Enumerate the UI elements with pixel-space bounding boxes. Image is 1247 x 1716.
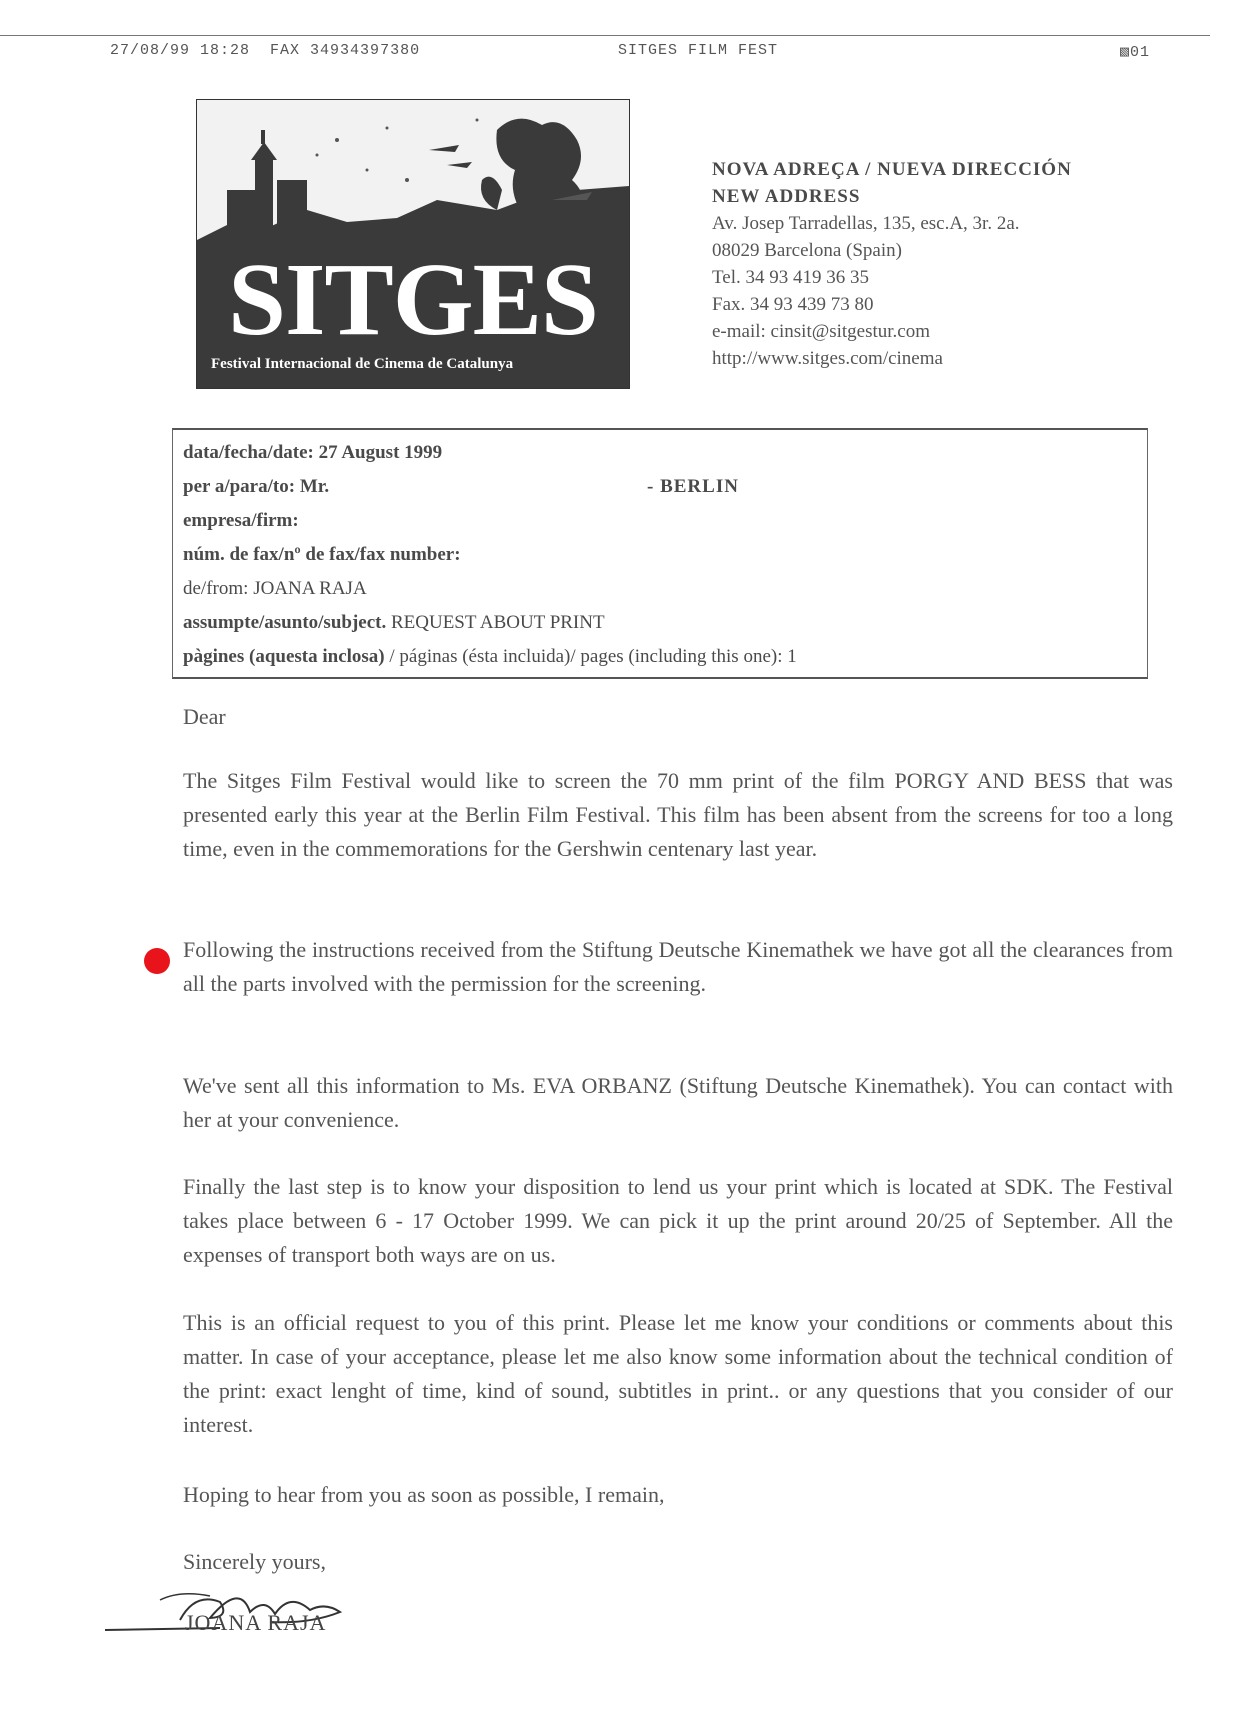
sitges-logo (196, 99, 630, 389)
pages-value: 1 (787, 646, 797, 667)
subject-row: assumpte/asunto/subject. REQUEST ABOUT PRINT (183, 612, 605, 633)
paragraph-5: This is an official request to you of this print. Please let me know your conditions or comments about this matter. In case of your acceptance, please let me also know some information about the technical condition of the print: exact lenght of time, kind of sound, subtitles in print.. or any questions that you consider of our interest. (183, 1310, 1173, 1437)
address-heading-1: NOVA ADREÇA / NUEVA DIRECCIÓN (712, 159, 1072, 180)
fax-transmission-header (0, 42, 1247, 64)
subject-value: REQUEST ABOUT PRINT (390, 612, 605, 633)
to-value: Mr. (299, 476, 330, 497)
date-value: 27 August 1999 (318, 442, 443, 463)
address-web[interactable]: http://www.sitges.com/cinema (712, 348, 943, 369)
address-block (712, 156, 1192, 372)
paragraph-2: Following the instructions received from the Stiftung Deutsche Kinemathek we have got all the clearances from all the parts involved with the permission for the screening. (183, 937, 1173, 996)
logo-tagline: Festival Internacional de Cinema de Catalunya (211, 356, 514, 372)
signer-name: JOANA RAJA (185, 1610, 327, 1635)
from-row: de/from: JOANA RAJA (183, 578, 367, 599)
to-row: per a/para/to: Mr. (183, 476, 330, 497)
fax-cover-form (172, 428, 1148, 679)
to-city: - BERLIN (647, 476, 739, 497)
address-email[interactable]: e-mail: cinsit@sitgestur.com (712, 321, 931, 342)
header-rule (0, 35, 1210, 36)
paragraph-3: We've sent all this information to Ms. EVA ORBANZ (Stiftung Deutsche Kinemathek). You can contact with her at your convenience. (183, 1073, 1173, 1132)
fax-sender: SITGES FILM FEST (618, 42, 779, 59)
salutation: Dear (183, 704, 226, 729)
paragraph-6: Hoping to hear from you as soon as possible, I remain, (183, 1482, 665, 1507)
red-dot-marker (144, 948, 170, 974)
paragraph-4: Finally the last step is to know your disposition to lend us your print which is located at SDK. The Festival takes place between 6 - 17 October 1999. We can pick it up the print around 20/25 of September. All the expenses of transport both ways are on us. (183, 1174, 1173, 1267)
address-heading-2: NEW ADDRESS (712, 186, 861, 207)
pages-row: pàgines (aquesta inclosa) / páginas (ésta incluida)/ pages (including this one): 1 (183, 646, 797, 667)
address-tel: Tel. 34 93 419 36 35 (712, 267, 869, 288)
fax-page-number: ▧01 (1120, 44, 1151, 61)
from-value: JOANA RAJA (253, 578, 367, 599)
paragraph-1: The Sitges Film Festival would like to screen the 70 mm print of the film PORGY AND BESS that was presented early this year at the Berlin Film Festival. This film has been absent from the screens for too a long time, even in the commemorations for the Gershwin centenary last year. (183, 768, 1173, 861)
date-row: data/fecha/date: 27 August 1999 (183, 442, 443, 463)
closing: Sincerely yours, (183, 1549, 326, 1574)
address-fax: Fax. 34 93 439 73 80 (712, 294, 874, 315)
address-street: Av. Josep Tarradellas, 135, esc.A, 3r. 2a. (712, 213, 1020, 234)
logo-wordmark: SITGES (228, 242, 598, 357)
address-city: 08029 Barcelona (Spain) (712, 240, 902, 261)
company-row: empresa/firm: (183, 510, 299, 531)
fax-timestamp-number: 27/08/99 18:28 FAX 34934397380 (110, 42, 421, 59)
fax-number-row: núm. de fax/nº de fax/fax number: (183, 544, 461, 565)
